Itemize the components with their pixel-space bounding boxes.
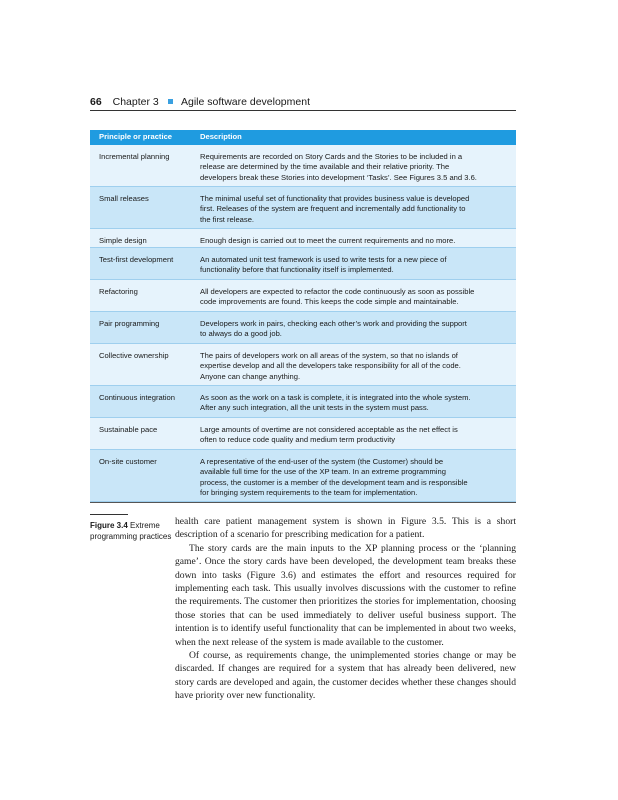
figure-caption-text: Extreme programming practices	[90, 521, 172, 541]
description-cell	[200, 255, 516, 279]
description-line: Large amounts of overtime are not considered acceptable as the net effect is	[200, 425, 458, 434]
principle-cell: Continuous integration	[99, 393, 175, 402]
description-line: The pairs of developers work on all areas of the system, so that no islands of	[200, 351, 458, 360]
description-line: the first release.	[200, 214, 255, 224]
column-header-description: Description	[200, 132, 242, 142]
description-cell	[200, 194, 516, 228]
caption-rule	[90, 514, 128, 515]
chapter-label: Chapter 3	[112, 96, 159, 108]
principle-cell: Small releases	[99, 194, 149, 203]
principle-cell: Refactoring	[99, 287, 138, 296]
description-cell	[200, 152, 516, 186]
description-line: functionality before that functionality itself is implemented.	[200, 265, 394, 275]
paragraph-3: Of course, as requirements change, the unimplemented stories change or may be discarded. If changes are required for a system that has already been delivered, new story cards are developed and again, the customer decides whether these changes should have priority over new functionality.	[175, 650, 516, 702]
square-bullet-icon	[168, 99, 173, 104]
description-line: process, the customer is a member of the development team and is responsible	[200, 477, 468, 487]
description-cell	[200, 287, 516, 311]
table-row	[90, 386, 516, 418]
table-row	[90, 418, 516, 450]
description-line: to always do a good job.	[200, 329, 282, 339]
description-cell	[200, 351, 516, 385]
description-line: Enough design is carried out to meet the current requirements and no more.	[200, 236, 456, 245]
table-header-row	[90, 130, 516, 145]
figure-label: Figure 3.4	[90, 521, 128, 530]
description-line: As soon as the work on a task is complete, it is integrated into the whole system.	[200, 393, 471, 402]
description-cell	[200, 319, 516, 343]
header-divider	[90, 110, 516, 111]
description-line: A representative of the end-user of the system (the Customer) should be	[200, 457, 444, 466]
description-line: first. Releases of the system are frequent and incrementally add functionality to	[200, 204, 466, 214]
description-line: Requirements are recorded on Story Cards and the Stories to be included in a	[200, 152, 463, 161]
running-header	[90, 95, 516, 109]
table-row	[90, 280, 516, 312]
principle-cell: Pair programming	[99, 319, 160, 328]
description-line: code improvements are found. This keeps the code simple and maintainable.	[200, 297, 459, 307]
principle-cell: Simple design	[99, 236, 147, 245]
description-line: Anyone can change anything.	[200, 371, 301, 381]
description-cell	[200, 425, 516, 449]
principle-cell: Incremental planning	[99, 152, 170, 161]
table-row	[90, 248, 516, 280]
paragraph-1: health care patient management system is shown in Figure 3.5. This is a short description of a scenario for prescribing medication for a patient.	[175, 516, 516, 541]
page-number: 66	[90, 96, 102, 108]
paragraph-2: The story cards are the main inputs to the XP planning process or the ‘planning game’. Once the story cards have been developed, the development team breaks these down into tasks (Figure 3.6) and estimates the effort and resources required for implementing each task. This usually involves discussions with the customer to refine the requirements. The customer then prioritizes the stories for implementation, choosing those stories that can be used immediately to deliver useful business support. The intention is to identify useful functionality that can be implemented in about two weeks, when the next release of the system is made available to the customer.	[175, 542, 516, 648]
description-line: All developers are expected to refactor the code continuously as soon as possible	[200, 287, 475, 296]
description-line: Developers work in pairs, checking each other’s work and providing the support	[200, 319, 467, 328]
description-cell	[200, 457, 516, 501]
column-header-principle: Principle or practice	[99, 132, 173, 142]
chapter-title: Agile software development	[181, 96, 310, 108]
description-line: often to reduce code quality and medium term productivity	[200, 435, 396, 445]
table-row	[90, 145, 516, 187]
description-line: An automated unit test framework is used to write tests for a new piece of	[200, 255, 447, 264]
xp-practices-table	[90, 130, 516, 503]
principle-cell: On-site customer	[99, 457, 157, 466]
table-row	[90, 229, 516, 248]
table-row	[90, 312, 516, 344]
principle-cell: Collective ownership	[99, 351, 169, 360]
description-line: available full time for the use of the XP team. In an extreme programming	[200, 467, 446, 477]
table-body	[90, 145, 516, 502]
description-line: release are determined by the time available and their relative priority. The	[200, 162, 450, 172]
description-line: expertise develop and all the developers take responsibility for all of the code.	[200, 361, 461, 371]
description-line: The minimal useful set of functionality that provides business value is developed	[200, 194, 470, 203]
description-cell	[200, 236, 516, 247]
body-text	[175, 515, 516, 703]
description-cell	[200, 393, 516, 417]
table-bottom-rule	[90, 502, 516, 503]
description-line: After any such integration, all the unit tests in the system must pass.	[200, 403, 429, 413]
table-row	[90, 187, 516, 229]
table-row	[90, 450, 516, 502]
table-row	[90, 344, 516, 386]
principle-cell: Sustainable pace	[99, 425, 158, 434]
principle-cell: Test-first development	[99, 255, 174, 264]
description-line: for bringing system requirements to the team for implementation.	[200, 488, 418, 498]
figure-caption	[90, 520, 172, 542]
description-line: developers break these Stories into development ‘Tasks’. See Figures 3.5 and 3.6.	[200, 172, 477, 182]
